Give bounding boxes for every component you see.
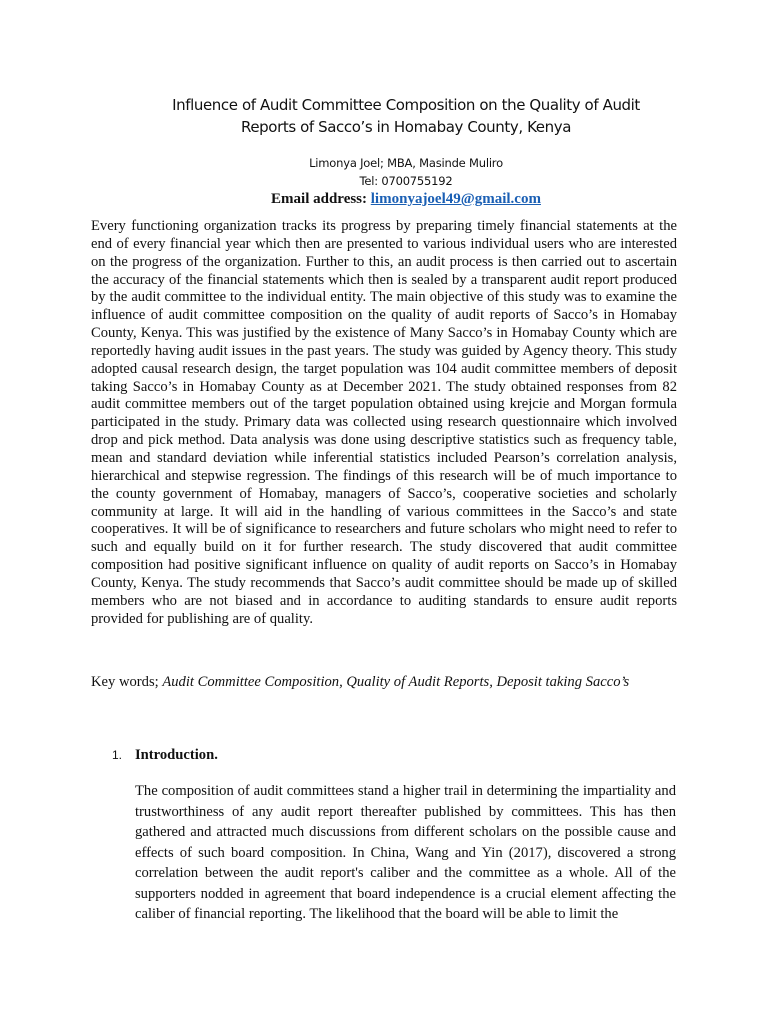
section-title: Introduction.: [135, 747, 218, 763]
email-line: [90, 189, 722, 209]
section-heading-introduction: [112, 746, 672, 764]
keywords-list: Audit Committee Composition, Quality of Audit Reports, Deposit taking Sacco’s: [162, 674, 630, 690]
author-block: [90, 154, 722, 190]
paper-title-line-1: Influence of Audit Committee Composition on the Quality of Audit: [172, 96, 640, 114]
paper-title: [90, 94, 722, 138]
email-label: Email address:: [271, 191, 371, 207]
email-link[interactable]: limonyajoel49@gmail.com: [370, 191, 541, 207]
paper-title-line-2: Reports of Sacco’s in Homabay County, Kenya: [241, 118, 571, 136]
author-names: Limonya Joel; MBA, Masinde Muliro: [309, 156, 503, 170]
section-number: 1.: [112, 748, 123, 762]
introduction-paragraph: The composition of audit committees stand a higher trail in determining the impartiality and trustworthiness of any audit report thereafter published by committees. This has then gathered and attracted much discussions from different scholars on the possible cause and effects of such board composition. In China, Wang and Yin (2017), discovered a strong correlation between the audit report's caliber and the committee as a whole. All of the supporters nodded in agreement that board independence is a crucial element affecting the caliber of financial reporting. The likelihood that the board will be able to limit the: [135, 783, 676, 922]
abstract-paragraph: Every functioning organization tracks its progress by preparing timely financial statements at the end of every financial year which then are presented to various individual users who are interested on the progress of the organization. Further to this, an audit process is then carried out to ascertain the accuracy of the financial statements which then is sealed by a transparent audit report produced by the audit committee to the individual entity. The main objective of this study was to examine the influence of audit committee composition on the quality of audit reports of Sacco’s in Homabay County, Kenya. This was justified by the existence of Many Sacco’s in Homabay County which are reportedly having audit issues in the past years. The study was guided by Agency theory. This study adopted causal research design, the target population was 104 audit committee members of deposit taking Sacco’s in Homabay County as at December 2021. The study obtained responses from 82 audit committee members out of the target population obtained using krejcie and Morgan formula participated in the study. Primary data was collected using research questionnaire which involved drop and pick method. Data analysis was done using descriptive statistics such as frequency table, mean and standard deviation while inferential statistics included Pearson’s correlation analysis, hierarchical and stepwise regression. The findings of this research will be of much importance to the county government of Homabay, managers of Sacco’s, cooperative societies and scholarly community at large. It will aid in the handling of various committees in the Sacco’s and state cooperatives. It will be of significance to researchers and future scholars who might need to refer to such and equally build on it for further research. The study discovered that audit committee composition had positive significant influence on quality of audit reports on Sacco’s in Homabay County, Kenya. The study recommends that Sacco’s audit committee should be made up of skilled members who are not biased and in accordance to auditing standards to ensure audit reports provided for publishing are of quality.: [91, 218, 677, 627]
author-telephone: Tel: 0700755192: [359, 174, 453, 188]
keywords-label: Key words;: [91, 674, 163, 690]
keywords-line: [91, 673, 691, 691]
